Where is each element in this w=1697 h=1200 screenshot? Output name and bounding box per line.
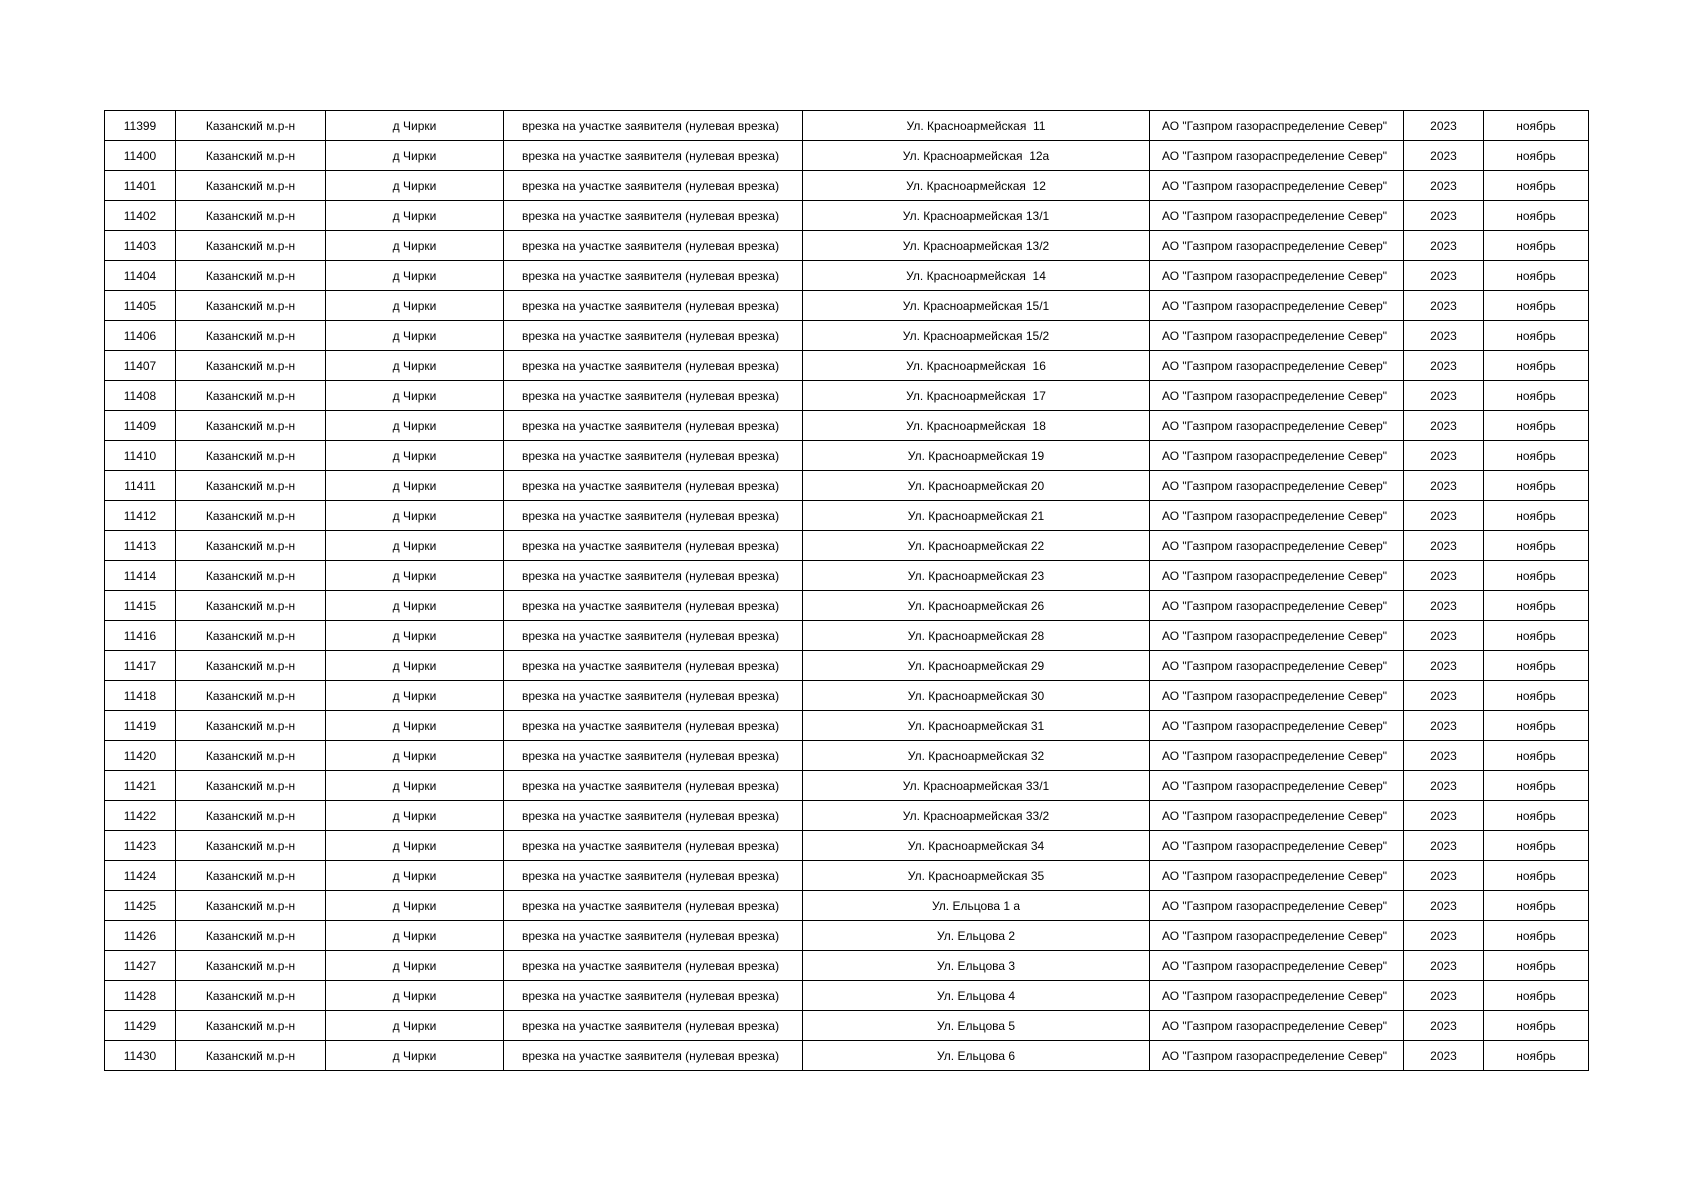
row-number-cell: 11415	[105, 591, 176, 621]
settlement-cell: д Чирки	[326, 261, 504, 291]
year-cell: 2023	[1404, 981, 1484, 1011]
year-cell: 2023	[1404, 411, 1484, 441]
settlement-cell: д Чирки	[326, 171, 504, 201]
settlement-cell: д Чирки	[326, 981, 504, 1011]
settlement-cell: д Чирки	[326, 711, 504, 741]
table-row	[105, 981, 1589, 1011]
settlement-cell: д Чирки	[326, 951, 504, 981]
organization-cell: АО "Газпром газораспределение Север"	[1150, 681, 1404, 711]
table-row	[105, 261, 1589, 291]
district-cell: Казанский м.р-н	[176, 831, 326, 861]
organization-cell: АО "Газпром газораспределение Север"	[1150, 111, 1404, 141]
district-cell: Казанский м.р-н	[176, 1041, 326, 1071]
address-cell: Ул. Красноармейская 13/1	[803, 201, 1150, 231]
month-cell: ноябрь	[1484, 831, 1589, 861]
table-row	[105, 291, 1589, 321]
work-type-cell: врезка на участке заявителя (нулевая врезка)	[504, 471, 803, 501]
row-number-cell: 11421	[105, 771, 176, 801]
year-cell: 2023	[1404, 351, 1484, 381]
district-cell: Казанский м.р-н	[176, 621, 326, 651]
work-type-cell: врезка на участке заявителя (нулевая врезка)	[504, 201, 803, 231]
table-row	[105, 771, 1589, 801]
table-row	[105, 1041, 1589, 1071]
table-row	[105, 171, 1589, 201]
row-number-cell: 11404	[105, 261, 176, 291]
organization-cell: АО "Газпром газораспределение Север"	[1150, 921, 1404, 951]
work-type-cell: врезка на участке заявителя (нулевая врезка)	[504, 741, 803, 771]
district-cell: Казанский м.р-н	[176, 261, 326, 291]
year-cell: 2023	[1404, 531, 1484, 561]
work-type-cell: врезка на участке заявителя (нулевая врезка)	[504, 261, 803, 291]
district-cell: Казанский м.р-н	[176, 231, 326, 261]
district-cell: Казанский м.р-н	[176, 681, 326, 711]
organization-cell: АО "Газпром газораспределение Север"	[1150, 621, 1404, 651]
organization-cell: АО "Газпром газораспределение Север"	[1150, 171, 1404, 201]
settlement-cell: д Чирки	[326, 501, 504, 531]
district-cell: Казанский м.р-н	[176, 741, 326, 771]
address-cell: Ул. Красноармейская 11	[803, 111, 1150, 141]
year-cell: 2023	[1404, 261, 1484, 291]
month-cell: ноябрь	[1484, 201, 1589, 231]
year-cell: 2023	[1404, 621, 1484, 651]
address-cell: Ул. Красноармейская 17	[803, 381, 1150, 411]
row-number-cell: 11410	[105, 441, 176, 471]
address-cell: Ул. Красноармейская 12	[803, 171, 1150, 201]
row-number-cell: 11414	[105, 561, 176, 591]
district-cell: Казанский м.р-н	[176, 111, 326, 141]
row-number-cell: 11424	[105, 861, 176, 891]
district-cell: Казанский м.р-н	[176, 921, 326, 951]
organization-cell: АО "Газпром газораспределение Север"	[1150, 501, 1404, 531]
work-type-cell: врезка на участке заявителя (нулевая врезка)	[504, 951, 803, 981]
work-type-cell: врезка на участке заявителя (нулевая врезка)	[504, 501, 803, 531]
district-cell: Казанский м.р-н	[176, 501, 326, 531]
row-number-cell: 11429	[105, 1011, 176, 1041]
month-cell: ноябрь	[1484, 351, 1589, 381]
organization-cell: АО "Газпром газораспределение Север"	[1150, 321, 1404, 351]
organization-cell: АО "Газпром газораспределение Север"	[1150, 381, 1404, 411]
table-row	[105, 591, 1589, 621]
row-number-cell: 11428	[105, 981, 176, 1011]
work-type-cell: врезка на участке заявителя (нулевая врезка)	[504, 891, 803, 921]
address-cell: Ул. Красноармейская 30	[803, 681, 1150, 711]
month-cell: ноябрь	[1484, 1011, 1589, 1041]
month-cell: ноябрь	[1484, 951, 1589, 981]
address-cell: Ул. Красноармейская 15/1	[803, 291, 1150, 321]
table-row	[105, 381, 1589, 411]
month-cell: ноябрь	[1484, 681, 1589, 711]
month-cell: ноябрь	[1484, 261, 1589, 291]
district-cell: Казанский м.р-н	[176, 351, 326, 381]
district-cell: Казанский м.р-н	[176, 711, 326, 741]
table-row	[105, 651, 1589, 681]
address-cell: Ул. Красноармейская 12а	[803, 141, 1150, 171]
month-cell: ноябрь	[1484, 591, 1589, 621]
district-cell: Казанский м.р-н	[176, 381, 326, 411]
year-cell: 2023	[1404, 201, 1484, 231]
work-type-cell: врезка на участке заявителя (нулевая врезка)	[504, 711, 803, 741]
month-cell: ноябрь	[1484, 711, 1589, 741]
month-cell: ноябрь	[1484, 231, 1589, 261]
settlement-cell: д Чирки	[326, 591, 504, 621]
row-number-cell: 11413	[105, 531, 176, 561]
settlement-cell: д Чирки	[326, 141, 504, 171]
table-row	[105, 561, 1589, 591]
settlement-cell: д Чирки	[326, 681, 504, 711]
organization-cell: АО "Газпром газораспределение Север"	[1150, 651, 1404, 681]
settlement-cell: д Чирки	[326, 771, 504, 801]
settlement-cell: д Чирки	[326, 621, 504, 651]
table-row	[105, 681, 1589, 711]
work-type-cell: врезка на участке заявителя (нулевая врезка)	[504, 801, 803, 831]
year-cell: 2023	[1404, 801, 1484, 831]
organization-cell: АО "Газпром газораспределение Север"	[1150, 471, 1404, 501]
work-type-cell: врезка на участке заявителя (нулевая врезка)	[504, 861, 803, 891]
organization-cell: АО "Газпром газораспределение Север"	[1150, 141, 1404, 171]
settlement-cell: д Чирки	[326, 441, 504, 471]
address-cell: Ул. Красноармейская 31	[803, 711, 1150, 741]
row-number-cell: 11430	[105, 1041, 176, 1071]
address-cell: Ул. Ельцова 4	[803, 981, 1150, 1011]
table-row	[105, 921, 1589, 951]
table-row	[105, 471, 1589, 501]
work-type-cell: врезка на участке заявителя (нулевая врезка)	[504, 591, 803, 621]
address-cell: Ул. Красноармейская 32	[803, 741, 1150, 771]
work-type-cell: врезка на участке заявителя (нулевая врезка)	[504, 1011, 803, 1041]
settlement-cell: д Чирки	[326, 831, 504, 861]
row-number-cell: 11406	[105, 321, 176, 351]
table-row	[105, 411, 1589, 441]
address-cell: Ул. Красноармейская 34	[803, 831, 1150, 861]
district-cell: Казанский м.р-н	[176, 981, 326, 1011]
address-cell: Ул. Красноармейская 29	[803, 651, 1150, 681]
work-type-cell: врезка на участке заявителя (нулевая врезка)	[504, 651, 803, 681]
organization-cell: АО "Газпром газораспределение Север"	[1150, 951, 1404, 981]
work-type-cell: врезка на участке заявителя (нулевая врезка)	[504, 831, 803, 861]
month-cell: ноябрь	[1484, 801, 1589, 831]
district-cell: Казанский м.р-н	[176, 171, 326, 201]
district-cell: Казанский м.р-н	[176, 891, 326, 921]
year-cell: 2023	[1404, 651, 1484, 681]
work-type-cell: врезка на участке заявителя (нулевая врезка)	[504, 441, 803, 471]
table-row	[105, 1011, 1589, 1041]
settlement-cell: д Чирки	[326, 861, 504, 891]
table-row	[105, 711, 1589, 741]
settlement-cell: д Чирки	[326, 231, 504, 261]
district-cell: Казанский м.р-н	[176, 771, 326, 801]
month-cell: ноябрь	[1484, 471, 1589, 501]
address-cell: Ул. Красноармейская 22	[803, 531, 1150, 561]
settlement-cell: д Чирки	[326, 471, 504, 501]
table-row	[105, 501, 1589, 531]
month-cell: ноябрь	[1484, 861, 1589, 891]
work-type-cell: врезка на участке заявителя (нулевая врезка)	[504, 321, 803, 351]
table-row	[105, 741, 1589, 771]
row-number-cell: 11420	[105, 741, 176, 771]
row-number-cell: 11400	[105, 141, 176, 171]
organization-cell: АО "Газпром газораспределение Север"	[1150, 591, 1404, 621]
month-cell: ноябрь	[1484, 381, 1589, 411]
gasification-table	[104, 110, 1589, 1071]
table-body	[105, 111, 1589, 1071]
row-number-cell: 11416	[105, 621, 176, 651]
district-cell: Казанский м.р-н	[176, 591, 326, 621]
year-cell: 2023	[1404, 921, 1484, 951]
address-cell: Ул. Ельцова 6	[803, 1041, 1150, 1071]
row-number-cell: 11418	[105, 681, 176, 711]
settlement-cell: д Чирки	[326, 561, 504, 591]
organization-cell: АО "Газпром газораспределение Север"	[1150, 771, 1404, 801]
work-type-cell: врезка на участке заявителя (нулевая врезка)	[504, 1041, 803, 1071]
month-cell: ноябрь	[1484, 981, 1589, 1011]
work-type-cell: врезка на участке заявителя (нулевая врезка)	[504, 231, 803, 261]
district-cell: Казанский м.р-н	[176, 471, 326, 501]
settlement-cell: д Чирки	[326, 351, 504, 381]
row-number-cell: 11422	[105, 801, 176, 831]
settlement-cell: д Чирки	[326, 201, 504, 231]
settlement-cell: д Чирки	[326, 531, 504, 561]
month-cell: ноябрь	[1484, 501, 1589, 531]
row-number-cell: 11403	[105, 231, 176, 261]
year-cell: 2023	[1404, 861, 1484, 891]
row-number-cell: 11405	[105, 291, 176, 321]
month-cell: ноябрь	[1484, 441, 1589, 471]
address-cell: Ул. Ельцова 1 а	[803, 891, 1150, 921]
month-cell: ноябрь	[1484, 771, 1589, 801]
settlement-cell: д Чирки	[326, 411, 504, 441]
row-number-cell: 11399	[105, 111, 176, 141]
address-cell: Ул. Красноармейская 28	[803, 621, 1150, 651]
work-type-cell: врезка на участке заявителя (нулевая врезка)	[504, 141, 803, 171]
table-row	[105, 831, 1589, 861]
organization-cell: АО "Газпром газораспределение Север"	[1150, 981, 1404, 1011]
year-cell: 2023	[1404, 891, 1484, 921]
organization-cell: АО "Газпром газораспределение Север"	[1150, 201, 1404, 231]
district-cell: Казанский м.р-н	[176, 651, 326, 681]
address-cell: Ул. Красноармейская 35	[803, 861, 1150, 891]
address-cell: Ул. Красноармейская 19	[803, 441, 1150, 471]
district-cell: Казанский м.р-н	[176, 411, 326, 441]
year-cell: 2023	[1404, 771, 1484, 801]
settlement-cell: д Чирки	[326, 801, 504, 831]
month-cell: ноябрь	[1484, 531, 1589, 561]
settlement-cell: д Чирки	[326, 321, 504, 351]
row-number-cell: 11426	[105, 921, 176, 951]
table-row	[105, 951, 1589, 981]
organization-cell: АО "Газпром газораспределение Север"	[1150, 861, 1404, 891]
address-cell: Ул. Красноармейская 14	[803, 261, 1150, 291]
district-cell: Казанский м.р-н	[176, 531, 326, 561]
settlement-cell: д Чирки	[326, 921, 504, 951]
organization-cell: АО "Газпром газораспределение Север"	[1150, 711, 1404, 741]
table-row	[105, 531, 1589, 561]
year-cell: 2023	[1404, 711, 1484, 741]
district-cell: Казанский м.р-н	[176, 441, 326, 471]
month-cell: ноябрь	[1484, 921, 1589, 951]
district-cell: Казанский м.р-н	[176, 951, 326, 981]
settlement-cell: д Чирки	[326, 111, 504, 141]
month-cell: ноябрь	[1484, 291, 1589, 321]
year-cell: 2023	[1404, 951, 1484, 981]
district-cell: Казанский м.р-н	[176, 201, 326, 231]
work-type-cell: врезка на участке заявителя (нулевая врезка)	[504, 621, 803, 651]
organization-cell: АО "Газпром газораспределение Север"	[1150, 411, 1404, 441]
document-page	[104, 110, 1589, 1071]
organization-cell: АО "Газпром газораспределение Север"	[1150, 291, 1404, 321]
year-cell: 2023	[1404, 381, 1484, 411]
address-cell: Ул. Красноармейская 16	[803, 351, 1150, 381]
settlement-cell: д Чирки	[326, 291, 504, 321]
organization-cell: АО "Газпром газораспределение Север"	[1150, 261, 1404, 291]
address-cell: Ул. Красноармейская 21	[803, 501, 1150, 531]
row-number-cell: 11425	[105, 891, 176, 921]
year-cell: 2023	[1404, 141, 1484, 171]
organization-cell: АО "Газпром газораспределение Север"	[1150, 1011, 1404, 1041]
district-cell: Казанский м.р-н	[176, 141, 326, 171]
address-cell: Ул. Ельцова 5	[803, 1011, 1150, 1041]
work-type-cell: врезка на участке заявителя (нулевая врезка)	[504, 531, 803, 561]
district-cell: Казанский м.р-н	[176, 291, 326, 321]
work-type-cell: врезка на участке заявителя (нулевая врезка)	[504, 681, 803, 711]
table-row	[105, 441, 1589, 471]
organization-cell: АО "Газпром газораспределение Север"	[1150, 351, 1404, 381]
work-type-cell: врезка на участке заявителя (нулевая врезка)	[504, 171, 803, 201]
year-cell: 2023	[1404, 681, 1484, 711]
row-number-cell: 11417	[105, 651, 176, 681]
organization-cell: АО "Газпром газораспределение Север"	[1150, 441, 1404, 471]
settlement-cell: д Чирки	[326, 891, 504, 921]
organization-cell: АО "Газпром газораспределение Север"	[1150, 801, 1404, 831]
year-cell: 2023	[1404, 111, 1484, 141]
month-cell: ноябрь	[1484, 321, 1589, 351]
month-cell: ноябрь	[1484, 741, 1589, 771]
month-cell: ноябрь	[1484, 561, 1589, 591]
month-cell: ноябрь	[1484, 1041, 1589, 1071]
settlement-cell: д Чирки	[326, 741, 504, 771]
district-cell: Казанский м.р-н	[176, 801, 326, 831]
table-row	[105, 351, 1589, 381]
table-row	[105, 201, 1589, 231]
row-number-cell: 11419	[105, 711, 176, 741]
row-number-cell: 11401	[105, 171, 176, 201]
table-row	[105, 231, 1589, 261]
year-cell: 2023	[1404, 1041, 1484, 1071]
address-cell: Ул. Красноармейская 20	[803, 471, 1150, 501]
organization-cell: АО "Газпром газораспределение Север"	[1150, 891, 1404, 921]
table-row	[105, 891, 1589, 921]
year-cell: 2023	[1404, 471, 1484, 501]
address-cell: Ул. Красноармейская 33/2	[803, 801, 1150, 831]
organization-cell: АО "Газпром газораспределение Север"	[1150, 741, 1404, 771]
table-row	[105, 861, 1589, 891]
work-type-cell: врезка на участке заявителя (нулевая врезка)	[504, 921, 803, 951]
settlement-cell: д Чирки	[326, 1011, 504, 1041]
work-type-cell: врезка на участке заявителя (нулевая врезка)	[504, 981, 803, 1011]
month-cell: ноябрь	[1484, 111, 1589, 141]
year-cell: 2023	[1404, 831, 1484, 861]
year-cell: 2023	[1404, 1011, 1484, 1041]
row-number-cell: 11411	[105, 471, 176, 501]
month-cell: ноябрь	[1484, 171, 1589, 201]
row-number-cell: 11427	[105, 951, 176, 981]
work-type-cell: врезка на участке заявителя (нулевая врезка)	[504, 411, 803, 441]
year-cell: 2023	[1404, 741, 1484, 771]
year-cell: 2023	[1404, 501, 1484, 531]
district-cell: Казанский м.р-н	[176, 861, 326, 891]
address-cell: Ул. Красноармейская 33/1	[803, 771, 1150, 801]
organization-cell: АО "Газпром газораспределение Север"	[1150, 531, 1404, 561]
address-cell: Ул. Ельцова 3	[803, 951, 1150, 981]
year-cell: 2023	[1404, 591, 1484, 621]
address-cell: Ул. Красноармейская 18	[803, 411, 1150, 441]
year-cell: 2023	[1404, 171, 1484, 201]
address-cell: Ул. Ельцова 2	[803, 921, 1150, 951]
organization-cell: АО "Газпром газораспределение Север"	[1150, 831, 1404, 861]
year-cell: 2023	[1404, 231, 1484, 261]
table-row	[105, 801, 1589, 831]
work-type-cell: врезка на участке заявителя (нулевая врезка)	[504, 351, 803, 381]
work-type-cell: врезка на участке заявителя (нулевая врезка)	[504, 381, 803, 411]
organization-cell: АО "Газпром газораспределение Север"	[1150, 1041, 1404, 1071]
table-row	[105, 141, 1589, 171]
year-cell: 2023	[1404, 561, 1484, 591]
row-number-cell: 11423	[105, 831, 176, 861]
organization-cell: АО "Газпром газораспределение Север"	[1150, 561, 1404, 591]
work-type-cell: врезка на участке заявителя (нулевая врезка)	[504, 291, 803, 321]
district-cell: Казанский м.р-н	[176, 561, 326, 591]
settlement-cell: д Чирки	[326, 1041, 504, 1071]
year-cell: 2023	[1404, 441, 1484, 471]
row-number-cell: 11412	[105, 501, 176, 531]
month-cell: ноябрь	[1484, 651, 1589, 681]
year-cell: 2023	[1404, 291, 1484, 321]
month-cell: ноябрь	[1484, 141, 1589, 171]
row-number-cell: 11407	[105, 351, 176, 381]
year-cell: 2023	[1404, 321, 1484, 351]
address-cell: Ул. Красноармейская 13/2	[803, 231, 1150, 261]
address-cell: Ул. Красноармейская 23	[803, 561, 1150, 591]
row-number-cell: 11402	[105, 201, 176, 231]
district-cell: Казанский м.р-н	[176, 321, 326, 351]
table-row	[105, 321, 1589, 351]
work-type-cell: врезка на участке заявителя (нулевая врезка)	[504, 111, 803, 141]
row-number-cell: 11408	[105, 381, 176, 411]
month-cell: ноябрь	[1484, 891, 1589, 921]
table-row	[105, 111, 1589, 141]
address-cell: Ул. Красноармейская 15/2	[803, 321, 1150, 351]
month-cell: ноябрь	[1484, 411, 1589, 441]
address-cell: Ул. Красноармейская 26	[803, 591, 1150, 621]
settlement-cell: д Чирки	[326, 651, 504, 681]
table-row	[105, 621, 1589, 651]
row-number-cell: 11409	[105, 411, 176, 441]
district-cell: Казанский м.р-н	[176, 1011, 326, 1041]
work-type-cell: врезка на участке заявителя (нулевая врезка)	[504, 771, 803, 801]
organization-cell: АО "Газпром газораспределение Север"	[1150, 231, 1404, 261]
settlement-cell: д Чирки	[326, 381, 504, 411]
work-type-cell: врезка на участке заявителя (нулевая врезка)	[504, 561, 803, 591]
month-cell: ноябрь	[1484, 621, 1589, 651]
